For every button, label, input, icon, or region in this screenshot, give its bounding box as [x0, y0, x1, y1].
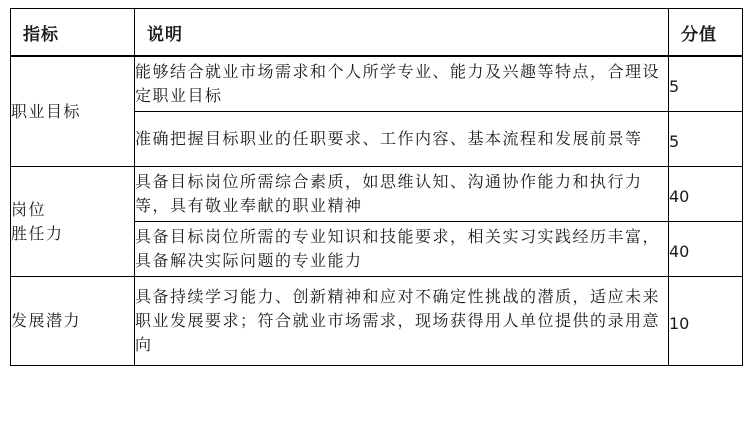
- indicator-label: 职业目标: [11, 101, 82, 121]
- score-value: 40: [669, 186, 690, 206]
- description-cell: 能够结合就业市场需求和个人所学专业、能力及兴趣等特点，合理设定职业目标: [135, 56, 669, 112]
- indicator-label-line-2: 胜任力: [11, 223, 64, 243]
- description-cell: 具备持续学习能力、创新精神和应对不确定性挑战的潜质，适应未来职业发展要求；符合就业市场需求，现场获得用人单位提供的录用意向: [135, 277, 669, 366]
- indicator-cell-career-goal: [11, 56, 135, 167]
- header-score: 分值: [669, 9, 743, 57]
- score-value: 5: [669, 131, 680, 151]
- description-cell: 准确把握目标职业的任职要求、工作内容、基本流程和发展前景等: [135, 112, 669, 167]
- header-description: 说明: [135, 9, 669, 57]
- table-header-row: [11, 9, 743, 57]
- indicator-cell-competency: [11, 167, 135, 277]
- score-cell: [669, 277, 743, 366]
- indicator-label-line-1: 岗位: [11, 199, 47, 219]
- score-value: 10: [669, 313, 690, 333]
- table-row: [11, 277, 743, 366]
- header-indicator: 指标: [11, 9, 135, 57]
- indicator-label: 发展潜力: [11, 311, 82, 330]
- score-cell: [669, 167, 743, 222]
- scoring-criteria-table: [10, 8, 743, 366]
- score-cell: [669, 112, 743, 167]
- score-cell: [669, 222, 743, 277]
- description-cell: 具备目标岗位所需综合素质，如思维认知、沟通协作能力和执行力等，具有敬业奉献的职业精神: [135, 167, 669, 222]
- description-cell: 具备目标岗位所需的专业知识和技能要求，相关实习实践经历丰富，具备解决实际问题的专业能力: [135, 222, 669, 277]
- score-value: 5: [669, 76, 680, 96]
- table-row: [11, 167, 743, 222]
- score-cell: [669, 56, 743, 112]
- indicator-cell-potential: [11, 277, 135, 366]
- table-row: [11, 56, 743, 112]
- score-value: 40: [669, 241, 690, 261]
